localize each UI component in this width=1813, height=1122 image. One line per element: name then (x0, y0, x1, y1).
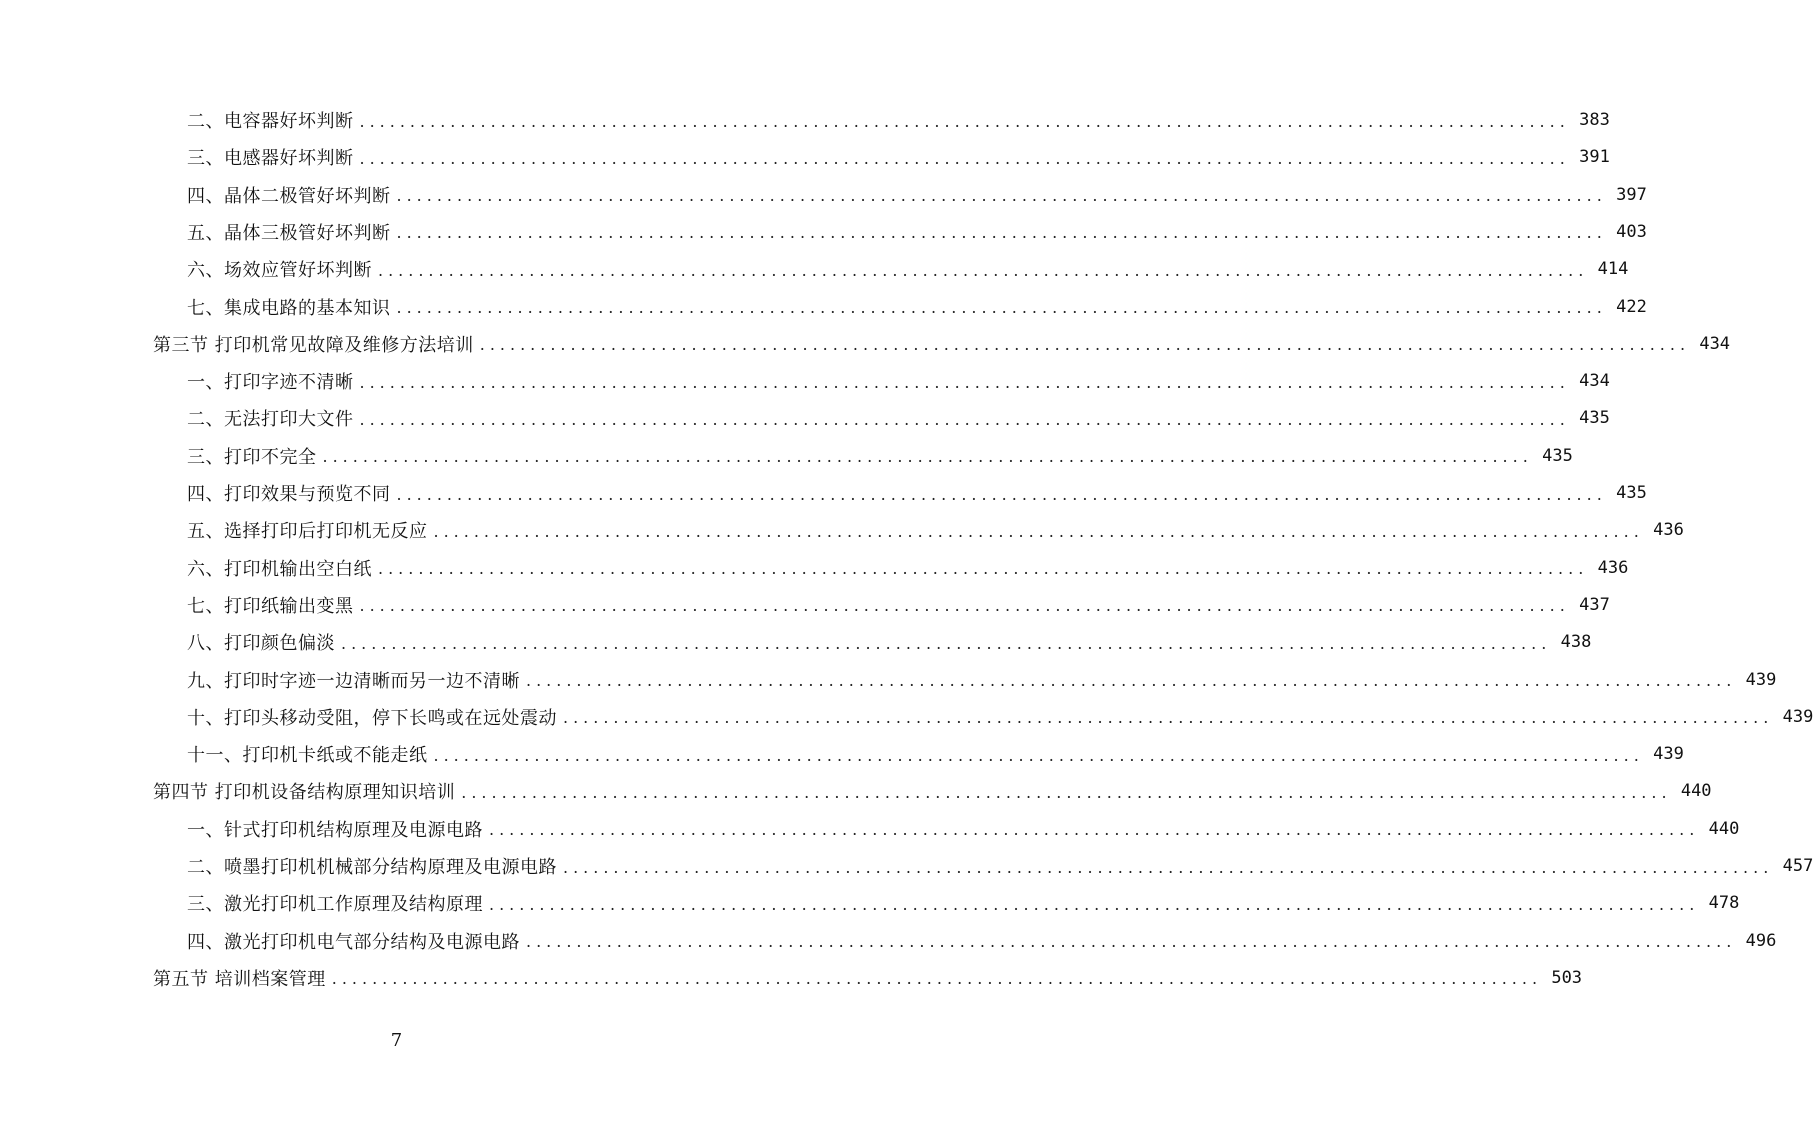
toc-dot-leader: ........................................................................................................................ (489, 894, 1700, 914)
toc-entry-label: 四、晶体二极管好坏判断 (187, 185, 391, 207)
toc-entry-page: 435 (1542, 445, 1573, 466)
toc-entry-label: 四、打印效果与预览不同 (187, 484, 391, 505)
toc-dot-leader: ........................................................................................................................ (433, 521, 1644, 541)
toc-entry-label: 第四节 打印机设备结构原理知识培训 (153, 782, 456, 804)
toc-entry-label: 四、激光打印机电气部分结构及电源电路 (187, 931, 520, 953)
toc-dot-leader: ........................................................................................................................ (331, 969, 1543, 989)
toc-item-entry (187, 512, 1684, 548)
toc-item-entry (187, 139, 1610, 175)
toc-entry-label: 九、打印时字迹一边清晰而另一边不清晰 (187, 670, 520, 692)
toc-dot-leader: ........................................................................................................................ (526, 932, 1737, 952)
toc-entry-label: 第五节 培训档案管理 (153, 968, 326, 990)
toc-item-entry (187, 475, 1647, 511)
toc-item-entry (187, 214, 1647, 250)
toc-dot-leader: ........................................................................................................................ (396, 223, 1607, 243)
toc-dot-leader: ........................................................................................................................ (378, 559, 1589, 579)
toc-entry-page: 434 (1579, 371, 1610, 392)
toc-entry-label: 三、打印不完全 (187, 446, 317, 468)
toc-item-entry (187, 550, 1629, 586)
toc-dot-leader: ........................................................................................................................ (563, 857, 1774, 877)
toc-entry-page: 436 (1597, 557, 1629, 578)
toc-entry-label: 五、选择打印后打印机无反应 (187, 521, 428, 543)
toc-item-entry (187, 811, 1740, 847)
toc-entry-page: 435 (1616, 483, 1647, 503)
toc-entry-label: 七、打印纸输出变黑 (187, 595, 354, 617)
toc-entry-page: 436 (1653, 520, 1684, 541)
toc-entry-page: 478 (1708, 893, 1740, 914)
toc-dot-leader: ........................................................................................................................ (396, 484, 1607, 504)
toc-item-entry (187, 438, 1573, 474)
toc-entry-page: 496 (1745, 930, 1777, 951)
toc-item-entry (187, 736, 1684, 772)
toc-entry-page: 403 (1616, 221, 1647, 242)
toc-entry-label: 三、电感器好坏判断 (187, 148, 354, 170)
toc-item-entry (187, 177, 1647, 213)
toc-entry-page: 435 (1579, 408, 1610, 429)
toc-entry-page: 422 (1616, 296, 1647, 317)
toc-entry-page: 437 (1579, 594, 1610, 615)
page-number: 7 (390, 1030, 403, 1051)
toc-section-entry (153, 960, 1583, 996)
toc-item-entry (187, 923, 1777, 959)
toc-entry-label: 二、喷墨打印机机械部分结构原理及电源电路 (187, 857, 557, 878)
toc-entry-page: 439 (1782, 706, 1813, 727)
toc-dot-leader: ........................................................................................................................ (359, 111, 1570, 131)
toc-dot-leader: ........................................................................................................................ (396, 298, 1607, 317)
toc-dot-leader: ........................................................................................................................ (396, 186, 1607, 206)
toc-item-entry (187, 289, 1647, 325)
toc-entry-page: 397 (1616, 184, 1647, 205)
toc-dot-leader: ........................................................................................................................ (359, 596, 1570, 616)
toc-entry-label: 三、激光打印机工作原理及结构原理 (187, 894, 483, 916)
toc-dot-leader: ........................................................................................................................ (322, 447, 1533, 467)
toc-item-entry (187, 251, 1629, 287)
toc-entry-label: 第三节 打印机常见故障及维修方法培训 (153, 334, 474, 356)
toc-dot-leader: ........................................................................................................................ (461, 782, 1672, 802)
toc-entry-page: 440 (1680, 781, 1712, 802)
toc-entry-page: 434 (1699, 333, 1731, 354)
toc-item-entry (187, 102, 1610, 138)
toc-entry-page: 383 (1579, 110, 1610, 130)
toc-dot-leader: ........................................................................................................................ (526, 671, 1737, 690)
toc-entry-label: 六、场效应管好坏判断 (187, 260, 372, 282)
toc-entry-label: 二、无法打印大文件 (187, 409, 354, 431)
toc-item-entry (187, 400, 1610, 436)
toc-item-entry (187, 699, 1813, 735)
toc-dot-leader: ........................................................................................................................ (359, 148, 1570, 168)
toc-section-entry (153, 773, 1712, 809)
toc-item-entry (187, 848, 1813, 884)
toc-entry-label: 二、电容器好坏判断 (187, 111, 354, 132)
toc-dot-leader: ........................................................................................................................ (489, 820, 1700, 840)
toc-entry-label: 一、针式打印机结构原理及电源电路 (187, 819, 483, 841)
toc-item-entry (187, 885, 1740, 921)
toc-entry-label: 六、打印机输出空白纸 (187, 558, 372, 580)
toc-entry-label: 十一、打印机卡纸或不能走纸 (187, 745, 428, 767)
toc-item-entry (187, 587, 1610, 623)
toc-entry-page: 391 (1579, 147, 1610, 168)
toc-entry-page: 439 (1745, 669, 1777, 690)
toc-dot-leader: ........................................................................................................................ (378, 260, 1589, 280)
toc-dot-leader: ........................................................................................................................ (563, 708, 1774, 728)
toc-item-entry (187, 624, 1592, 660)
toc-entry-label: 七、集成电路的基本知识 (187, 297, 391, 319)
toc-entry-page: 438 (1560, 632, 1592, 653)
toc-dot-leader: ........................................................................................................................ (341, 633, 1552, 653)
toc-entry-label: 五、晶体三极管好坏判断 (187, 222, 391, 244)
toc-entry-page: 440 (1708, 818, 1740, 839)
toc-entry-label: 八、打印颜色偏淡 (187, 633, 335, 655)
toc-entry-label: 十、打印头移动受阻，停下长鸣或在远处震动 (187, 707, 557, 729)
toc-dot-leader: ........................................................................................................................ (479, 335, 1691, 355)
toc-entry-page: 414 (1597, 259, 1629, 280)
toc-dot-leader: ........................................................................................................................ (359, 372, 1570, 392)
toc-section-entry (153, 326, 1731, 362)
toc-entry-page: 439 (1653, 744, 1684, 765)
toc-entry-page: 457 (1782, 856, 1813, 876)
toc-item-entry (187, 363, 1610, 399)
toc-item-entry (187, 662, 1777, 698)
toc-entry-label: 一、打印字迹不清晰 (187, 372, 354, 394)
toc-dot-leader: ........................................................................................................................ (433, 745, 1644, 765)
toc-entry-page: 503 (1551, 967, 1583, 988)
toc-dot-leader: ........................................................................................................................ (359, 409, 1570, 429)
